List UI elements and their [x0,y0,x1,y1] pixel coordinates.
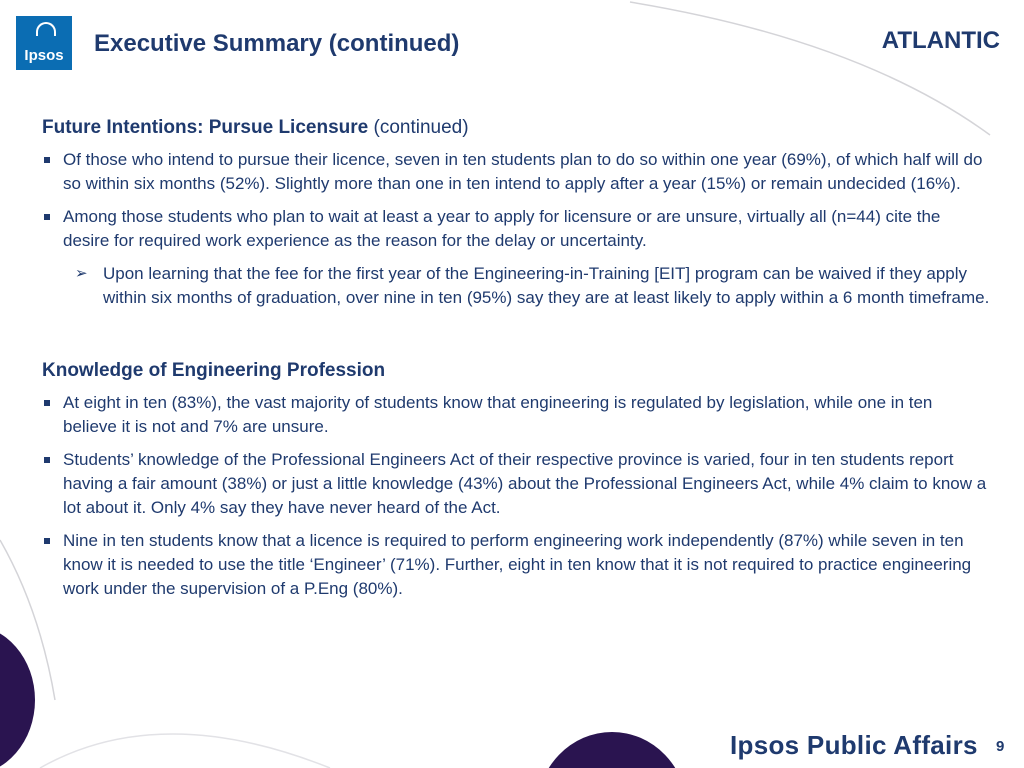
bullet-item: At eight in ten (83%), the vast majority of students know that engineering is regulated by legislation, while one in ten believe it is not and 7% are unsure. [42,391,990,439]
logo-text: Ipsos [24,47,64,64]
sub-bullet-item [42,262,990,310]
region-label: ATLANTIC [881,27,1000,54]
arrow-bullet-icon: ➢ [75,265,88,282]
ipsos-logo [16,16,72,70]
heading-bold: Future Intentions: Pursue Licensure [42,117,369,138]
purple-circle-left [0,625,35,768]
bullet-item: Among those students who plan to wait at least a year to apply for licensure or are unsure, virtually all (n=44) cite the desire for required work experience as the reason for the delay or uncertainty. [42,205,990,253]
bottom-arc-line [40,734,330,768]
purple-circle-bottom [537,732,687,768]
bullet-item: Nine in ten students know that a licence is required to perform engineering work independently (87%) while seven in ten know it is needed to use the title ‘Engineer’ (71%). Further, eight in ten know that it is not required to practice engineering work under the supervision of a P.Eng (80%). [42,529,990,601]
heading-light: (continued) [373,117,469,138]
section-heading-future-intentions [42,116,990,140]
page-number: 9 [996,738,1005,755]
logo-arc-icon [36,22,56,36]
main-content [42,116,990,610]
bullet-item: Students’ knowledge of the Professional Engineers Act of their respective province is varied, four in ten students report having a fair amount (38%) or just a little knowledge (43%) about the Professional Engineers Act, while 4% claim to know a lot about it. Only 4% say they have never heard of the Act. [42,448,990,520]
footer-brand: Ipsos Public Affairs [730,730,978,760]
section-heading-knowledge: Knowledge of Engineering Profession [42,360,386,381]
page-title: Executive Summary (continued) [94,30,460,57]
sub-bullet-text: Upon learning that the fee for the first year of the Engineering-in-Training [EIT] program can be waived if they apply within six months of graduation, over nine in ten (95%) say they are at least likely to apply within a 6 month timeframe. [103,264,990,307]
bullet-item: Of those who intend to pursue their licence, seven in ten students plan to do so within one year (69%), of which half will do so within six months (52%). Slightly more than one in ten intend to apply after a year (15%) or remain undecided (16%). [42,148,990,196]
